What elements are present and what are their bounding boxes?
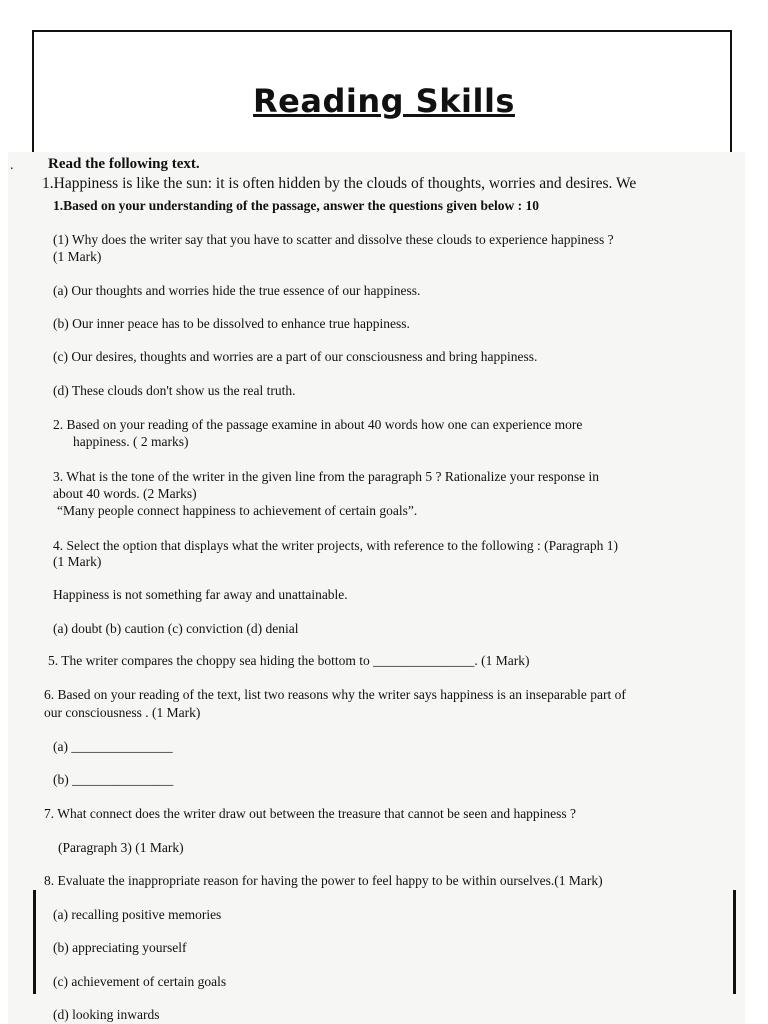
q6-line2: our consciousness . (1 Mark) [44,705,201,720]
q1-option-b: (b) Our inner peace has to be dissolved to enhance true happiness. [53,316,410,331]
q8-line1: 8. Evaluate the inappropriate reason for having the power to feel happy to be within ourselves.(1 Mark) [44,873,603,888]
q8-option-c: (c) achievement of certain goals [53,974,227,989]
q3-line1: 3. What is the tone of the writer in the given line from the paragraph 5 ? Rationalize your response in [53,469,599,484]
q1-option-d: (d) These clouds don't show us the real truth. [53,383,296,398]
q6-answer-a: (a) _______________ [53,739,173,754]
q7-line2: (Paragraph 3) (1 Mark) [58,840,184,855]
bullet-dot: . [10,158,14,173]
page-title: Reading Skills [253,82,515,120]
q3-line2: about 40 words. (2 Marks) [53,486,197,501]
section-heading: 1.Based on your understanding of the passage, answer the questions given below : 10 [53,198,539,213]
q4-statement: Happiness is not something far away and unattainable. [53,587,348,602]
q2-line2: happiness. ( 2 marks) [73,434,189,449]
q7-line1: 7. What connect does the writer draw out between the treasure that cannot be seen and happiness ? [44,806,577,821]
q4-line2: (1 Mark) [53,554,102,569]
right-border-bar [733,890,736,994]
q8-option-a: (a) recalling positive memories [53,907,222,922]
q1-line1: (1) Why does the writer say that you have to scatter and dissolve these clouds to experience happiness ? [53,232,614,247]
q1-option-a: (a) Our thoughts and worries hide the true essence of our happiness. [53,283,421,298]
q8-option-d: (d) looking inwards [53,1007,160,1022]
q4-line1: 4. Select the option that displays what the writer projects, with reference to the following : (Paragraph 1) [53,538,618,553]
instruction: Read the following text. [48,156,200,172]
q2-line1: 2. Based on your reading of the passage examine in about 40 words how one can experience more [53,417,583,432]
passage-line: 1.Happiness is like the sun: it is often hidden by the clouds of thoughts, worries and desires. We [42,175,637,192]
q5-line1: 5. The writer compares the choppy sea hiding the bottom to _______________. (1 Mark) [48,653,530,668]
q6-answer-b: (b) _______________ [53,772,174,787]
q3-quote: “Many people connect happiness to achievement of certain goals”. [57,503,418,518]
q4-options: (a) doubt (b) caution (c) conviction (d) denial [53,621,299,636]
q1-line2: (1 Mark) [53,249,102,264]
q8-option-b: (b) appreciating yourself [53,940,187,955]
left-border-bar [33,890,36,994]
q6-line1: 6. Based on your reading of the text, list two reasons why the writer says happiness is an inseparable part of [44,687,626,702]
q1-option-c: (c) Our desires, thoughts and worries are a part of our consciousness and bring happiness. [53,349,538,364]
